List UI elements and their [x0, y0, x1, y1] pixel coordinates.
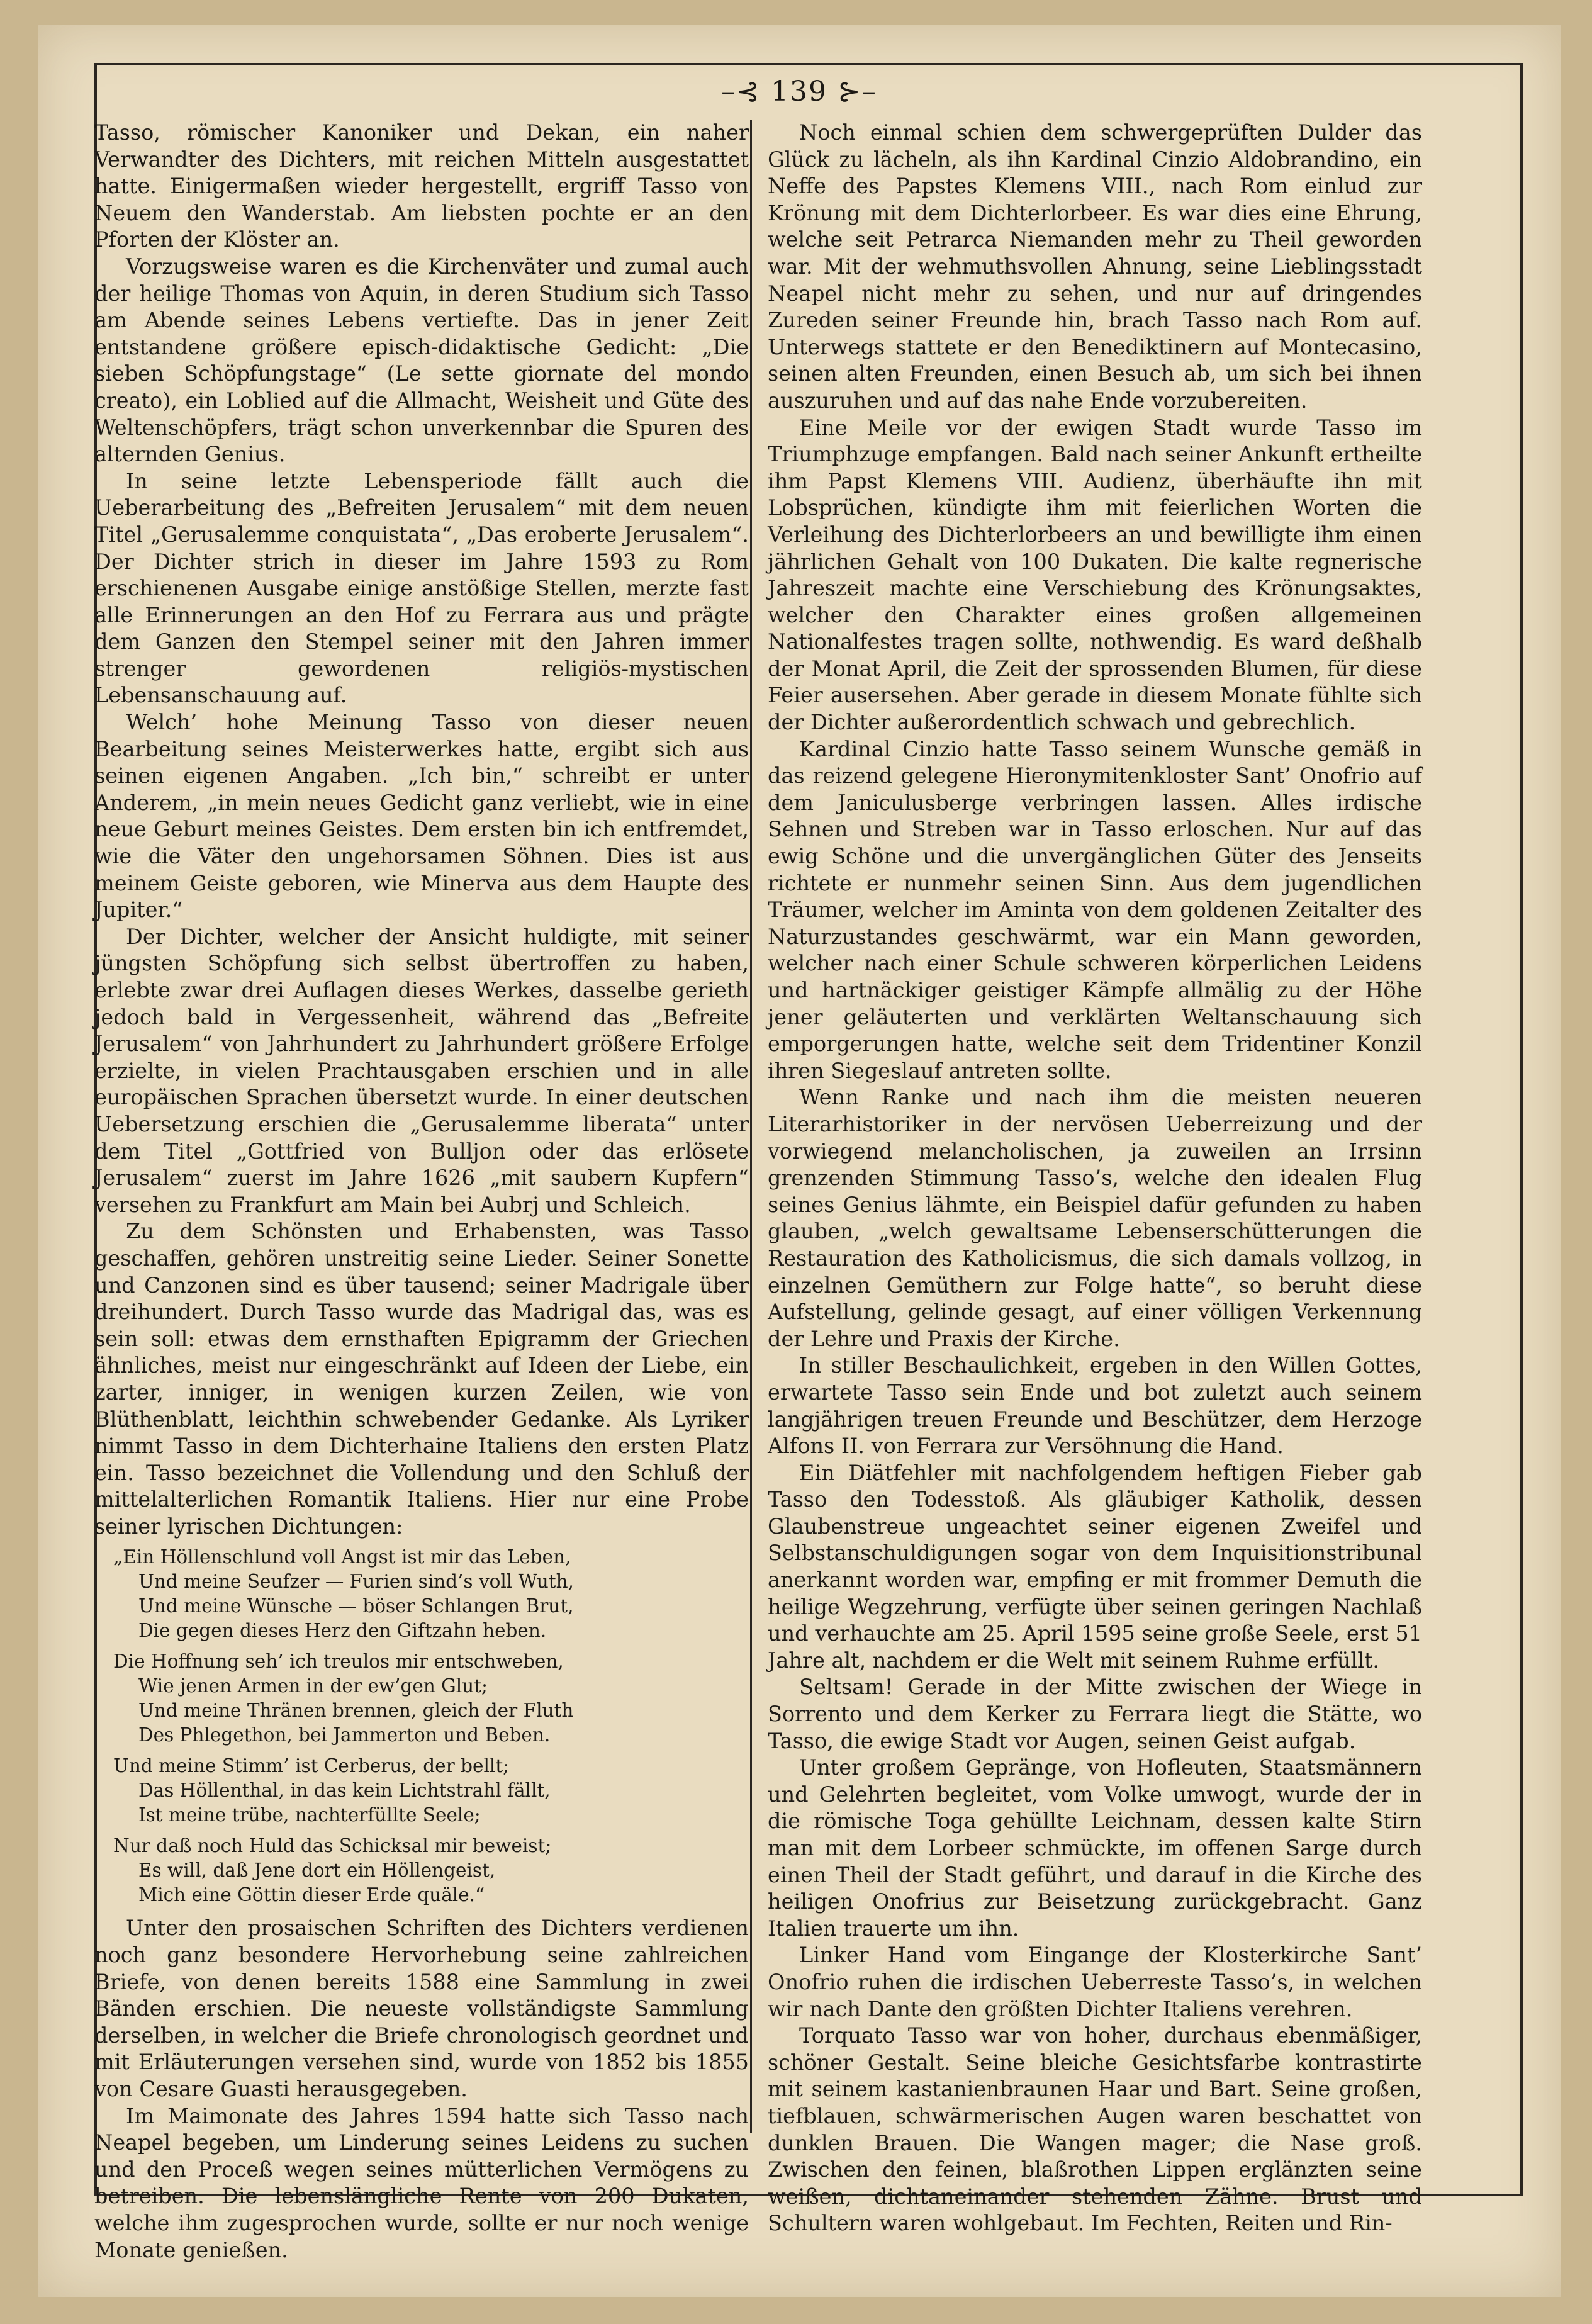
poem-line: Und meine Wünsche — böser Schlangen Brut,: [138, 1595, 574, 1617]
poem-stanza: [113, 1834, 749, 1907]
ornament-left: –⊰: [721, 76, 771, 108]
page-number: [38, 76, 1561, 108]
paragraph: Im Maimonate des Jahres 1594 hatte sich Tasso nach Neapel begeben, um Linderung seines Leidens zu suchen und den Proceß wegen seines mütterlichen Vermögens zu betreiben. Die lebenslängliche Rente von 200 Dukaten, welche ihm zugesprochen wurde, sollte er nur noch wenige Monate genießen.: [94, 2103, 749, 2262]
page-sheet: [38, 25, 1561, 2297]
poem-line: Mich eine Göttin dieser Erde quäle.“: [138, 1884, 485, 1906]
paragraph: Ein Diätfehler mit nachfolgendem heftigen Fieber gab Tasso den Todesstoß. Als gläubiger Katholik, dessen Glaubenstreue ungeachtet seiner eigenen Zweifel und Selbstanschuldigungen sogar von dem Inquisitionstribunal anerkannt worden war, empfing er mit frommer Demuth die heilige Wegzehrung, verfügte über seinen geringen Nachlaß und verhauchte am 25. April 1595 seine große Seele, erst 51 Jahre alt, nachdem er die Welt mit seinem Ruhme erfüllt.: [768, 1460, 1422, 1673]
poem-line: Ist meine trübe, nachterfüllte Seele;: [138, 1804, 481, 1826]
poem-stanza: [113, 1545, 749, 1643]
paragraph: In stiller Beschaulichkeit, ergeben in den Willen Gottes, erwartete Tasso sein Ende und bot zuletzt auch seinem langjährigen treuen Freunde und Beschützer, dem Herzoge Alfons II. von Ferrara zur Versöhnung die Hand.: [768, 1353, 1422, 1459]
right-column: [768, 120, 1422, 2236]
poem-line: „Ein Höllenschlund voll Angst ist mir das Leben,: [113, 1546, 571, 1568]
poem-line: Des Phlegethon, bei Jammerton und Beben.: [138, 1724, 551, 1746]
paragraph: Der Dichter, welcher der Ansicht huldigte, mit seiner jüngsten Schöpfung sich selbst übertroffen zu haben, erlebte zwar drei Auflagen dieses Werkes, dasselbe gerieth jedoch bald in Vergessenheit, während das „Befreite Jerusalem“ von Jahrhundert zu Jahrhundert größere Erfolge erzielte, in vielen Prachtausgaben erschien und in alle europäischen Sprachen übersetzt wurde. In einer deutschen Uebersetzung erschien die „Gerusalemme liberata“ unter dem Titel „Gottfried von Bulljon oder das erlösete Jerusalem“ zuerst im Jahre 1626 „mit saubern Kupfern“ versehen zu Frankfurt am Main bei Aubrj und Schleich.: [94, 924, 749, 1217]
page-number-value: 139: [771, 76, 827, 108]
poem-line: Wie jenen Armen in der ew’gen Glut;: [138, 1675, 488, 1697]
paragraph: Noch einmal schien dem schwergeprüften Dulder das Glück zu lächeln, als ihn Kardinal Cinzio Aldobrandino, ein Neffe des Papstes Klemens VIII., nach Rom einlud zur Krönung mit dem Dichterlorbeer. Es war dies eine Ehrung, welche seit Petrarca Niemanden mehr zu Theil geworden war. Mit der wehmuthsvollen Ahnung, seine Lieblingsstadt Neapel nicht mehr zu sehen, und nur auf dringendes Zureden seiner Freunde hin, brach Tasso nach Rom auf. Unterwegs stattete er den Benediktinern auf Montecasino, seinen alten Freunden, einen Besuch ab, um sich bei ihnen auszuruhen und auf das nahe Ende vorzubereiten.: [768, 120, 1422, 413]
column-divider: [750, 120, 752, 2133]
paragraph: Unter den prosaischen Schriften des Dichters verdienen noch ganz besondere Hervorhebung seine zahlreichen Briefe, von denen bereits 1588 eine Sammlung in zwei Bänden erschien. Die neueste vollständigste Sammlung derselben, in welcher die Briefe chronologisch geordnet und mit Erläuterungen versehen sind, wurde von 1852 bis 1855 von Cesare Guasti herausgegeben.: [94, 1916, 749, 2102]
poem-line: Nur daß noch Huld das Schicksal mir beweist;: [113, 1835, 552, 1857]
paragraph: Unter großem Gepränge, von Hofleuten, Staatsmännern und Gelehrten begleitet, vom Volke umwogt, wurde der in die römische Toga gehüllte Leichnam, dessen kalte Stirn man mit dem Lorbeer schmückte, im offenen Sarge durch einen Theil der Stadt geführt, und darauf in die Kirche des heiligen Onofrius zur Beisetzung zurückgebracht. Ganz Italien trauerte um ihn.: [768, 1755, 1422, 1941]
paragraph: In seine letzte Lebensperiode fällt auch die Ueberarbeitung des „Befreiten Jerusalem“ mit dem neuen Titel „Gerusalemme conquistata“, „Das eroberte Jerusalem“. Der Dichter strich in dieser im Jahre 1593 zu Rom erschienenen Ausgabe einige anstößige Stellen, merzte fast alle Erinnerungen an den Hof zu Ferrara aus und prägte dem Ganzen den Stempel seiner mit den Jahren immer strenger gewordenen religiös-mystischen Lebensanschauung auf.: [94, 468, 749, 708]
paragraph: Welch’ hohe Meinung Tasso von dieser neuen Bearbeitung seines Meisterwerkes hatte, ergibt sich aus seinen eigenen Angaben. „Ich bin,“ schreibt er unter Anderem, „in mein neues Gedicht ganz verliebt, wie in eine neue Geburt meines Geistes. Dem ersten bin ich entfremdet, wie die Väter den ungehorsamen Söhnen. Dies ist aus meinem Geiste geboren, wie Minerva aus dem Haupte des Jupiter.“: [94, 710, 749, 923]
paragraph: Wenn Ranke und nach ihm die meisten neueren Literarhistoriker in der nervösen Ueberreizung und der vorwiegend melancholischen, ja zuweilen an Irrsinn grenzenden Stimmung Tasso’s, welche den idealen Flug seines Genius lähmte, ein Beispiel dafür gefunden zu haben glauben, „welch gewaltsame Lebenserschütterungen die Restauration des Katholicismus, die sich damals vollzog, in einzelnen Gemüthern zur Folge hatte“, so beruht diese Aufstellung, gelinde gesagt, auf einer völligen Verkennung der Lehre und Praxis der Kirche.: [768, 1085, 1422, 1351]
paragraph: Linker Hand vom Eingange der Klosterkirche Sant’ Onofrio ruhen die irdischen Ueberreste Tasso’s, in welchen wir nach Dante den größten Dichter Italiens verehren.: [768, 1943, 1422, 2021]
paragraph: Torquato Tasso war von hoher, durchaus ebenmäßiger, schöner Gestalt. Seine bleiche Gesichtsfarbe kontrastirte mit seinem kastanienbraunen Haar und Bart. Seine großen, tiefblauen, schwärmerischen Augen waren beschattet von dunklen Brauen. Die Wangen mager; die Nase groß. Zwischen den feinen, blaßrothen Lippen erglänzten seine weißen, dichtaneinander stehenden Zähne. Brust und Schultern waren wohlgebaut. Im Fechten, Reiten und Rin-: [768, 2023, 1422, 2236]
poem-stanza: [113, 1649, 749, 1748]
poem-stanza: [113, 1754, 749, 1827]
paragraph: Kardinal Cinzio hatte Tasso seinem Wunsche gemäß in das reizend gelegene Hieronymitenkloster Sant’ Onofrio auf dem Janiculusberge verbringen lassen. Alles irdische Sehnen und Streben war in Tasso erloschen. Nur auf das ewig Schöne und die unvergänglichen Güter des Jenseits richtete er nunmehr seinen Sinn. Aus dem jugendlichen Träumer, welcher im Aminta von dem goldenen Zeitalter des Naturzustandes geschwärmt, war ein Mann geworden, welcher nach einer Schule schweren körperlichen Leidens und hartnäckiger geistiger Kämpfe allmälig zu der Höhe jener geläuterten und verklärten Weltanschauung sich emporgerungen hatte, welche seit dem Tridentiner Konzil ihren Siegeslauf antreten sollte.: [768, 736, 1422, 1083]
paragraph: Eine Meile vor der ewigen Stadt wurde Tasso im Triumphzuge empfangen. Bald nach seiner Ankunft ertheilte ihm Papst Klemens VIII. Audienz, überhäufte ihn mit Lobsprüchen, kündigte ihm mit feierlichen Worten die Verleihung des Dichterlorbeers an und bewilligte ihm einen jährlichen Gehalt von 100 Dukaten. Die kalte regnerische Jahreszeit machte eine Verschiebung des Krönungsaktes, welcher den Charakter eines großen allgemeinen Nationalfestes tragen sollte, nothwendig. Es ward deßhalb der Monat April, die Zeit der sprossenden Blumen, für diese Feier ausersehen. Aber gerade in diesem Monate fühlte sich der Dichter außerordentlich schwach und gebrechlich.: [768, 415, 1422, 735]
paragraph: Zu dem Schönsten und Erhabensten, was Tasso geschaffen, gehören unstreitig seine Lieder. Seiner Sonette und Canzonen sind es über tausend; seiner Madrigale über dreihundert. Durch Tasso wurde das Madrigal das, was es sein soll: etwas dem ernsthaften Epigramm der Griechen ähnliches, meist nur eingeschränkt auf Ideen der Liebe, ein zarter, inniger, in wenigen kurzen Zeilen, wie von Blüthenblatt, leichthin schwebender Gedanke. Als Lyriker nimmt Tasso in dem Dichterhaine Italiens den ersten Platz ein. Tasso bezeichnet die Vollendung und den Schluß der mittelalterlichen Romantik Italiens. Hier nur eine Probe seiner lyrischen Dichtungen:: [94, 1219, 749, 1539]
poem-line: Es will, daß Jene dort ein Höllengeist,: [138, 1860, 496, 1882]
paragraph: Vorzugsweise waren es die Kirchenväter und zumal auch der heilige Thomas von Aquin, in deren Studium sich Tasso am Abende seines Lebens vertiefte. Das in jener Zeit entstandene größere episch-didaktische Gedicht: „Die sieben Schöpfungstage“ (Le sette giornate del mondo creato), ein Loblied auf die Allmacht, Weisheit und Güte des Weltenschöpfers, trägt schon unverkennbar die Spuren des alternden Genius.: [94, 254, 749, 467]
poem: [113, 1545, 749, 1907]
paragraph: Seltsam! Gerade in der Mitte zwischen der Wiege in Sorrento und dem Kerker zu Ferrara liegt die Stätte, wo Tasso, die ewige Stadt vor Augen, seinen Geist aufgab.: [768, 1675, 1422, 1753]
poem-line: Die Hoffnung seh’ ich treulos mir entschweben,: [113, 1651, 564, 1673]
poem-line: Und meine Seufzer — Furien sind’s voll Wuth,: [138, 1571, 574, 1593]
paragraph: Tasso, römischer Kanoniker und Dekan, ein naher Verwandter des Dichters, mit reichen Mitteln ausgestattet hatte. Einigermaßen wieder hergestellt, ergriff Tasso von Neuem den Wanderstab. Am liebsten pochte er an den Pforten der Klöster an.: [94, 120, 749, 252]
poem-line: Und meine Stimm’ ist Cerberus, der bellt;: [113, 1755, 510, 1777]
left-column: [94, 120, 749, 2262]
poem-line: Die gegen dieses Herz den Giftzahn heben.: [138, 1620, 547, 1642]
poem-line: Und meine Thränen brennen, gleich der Fluth: [138, 1700, 574, 1722]
poem-line: Das Höllenthal, in das kein Lichtstrahl fällt,: [138, 1780, 551, 1802]
ornament-right: ⊱–: [827, 76, 877, 108]
